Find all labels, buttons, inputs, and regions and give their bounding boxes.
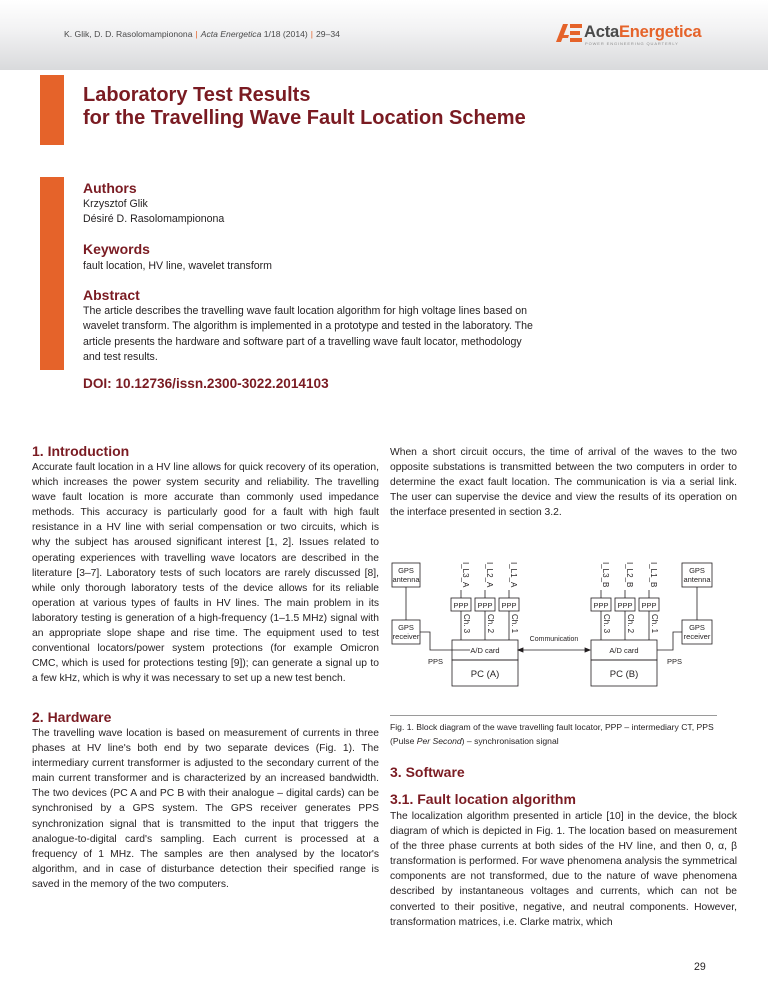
algorithm-text: The localization algorithm presented in article [10] in the device, the block diagram of which is depicted in Fig. 1. The location based on measurement of the three phase currents at both sides of the HV line, and then 0, α, β transformation is performed. For wave phenomena analysis the symmetrical components are not transformed, due to the nature of wave phenomena described by instantaneous voltages and currents, which can not be converted to their positive, negative, and neutral components. However, transformation matrices, i.e. Clarke matrix, which <box>390 811 737 928</box>
channel-b-2: Ch. 2 <box>626 614 635 634</box>
current-label-b-l2: I_L2_B <box>625 562 634 588</box>
header-separator: | <box>195 29 198 39</box>
header-pages: 29–34 <box>315 29 340 39</box>
figure-1-caption: Fig. 1. Block diagram of the wave travelling fault locator, PPP – intermediary CT, PPS (Pulse Per Second) – synchronisation signal <box>390 722 714 746</box>
channel-a-3: Ch. 3 <box>462 614 471 634</box>
algorithm-heading: 3.1. Fault location algorithm <box>390 791 576 807</box>
page-number: 29 <box>694 961 706 973</box>
abstract-line-1: The article describes the travelling wave fault location algorithm for high voltage lines based on <box>83 305 528 317</box>
current-label-b-l1: I_L1_B <box>649 562 658 588</box>
gps-receiver-a-label-1: GPS <box>398 623 414 632</box>
article-title <box>83 84 683 130</box>
current-label-a-l2: I_L2_A <box>485 562 494 588</box>
pps-label-b: PPS <box>667 657 683 666</box>
gps-receiver-b-label-1: GPS <box>689 623 705 632</box>
logo-wordmark: ActaEnergetica <box>584 23 702 41</box>
right-intro-text: When a short circuit occurs, the time of arrival of the waves to the two opposite substations is transmitted between the two computers in order to determine the exact fault location. The communication is via a serial link. The user can supervise the device and view the results of its operation on the interface presented in section 3.2. <box>390 447 737 519</box>
current-label-a-l3: I_L3_A <box>461 562 470 588</box>
abstract-line-3: article presents the hardware and software part of a travelling wave fault locator, methodology <box>83 335 522 348</box>
abstract-line-4: and test results. <box>83 350 158 363</box>
gps-receiver-a-label-2: receiver <box>392 632 420 641</box>
logo-mark-icon <box>556 24 582 42</box>
pps-label-a: PPS <box>428 657 444 666</box>
gps-antenna-a-label-2: antenna <box>392 575 420 584</box>
pc-b-label: PC (B) <box>609 669 639 680</box>
software-heading: 3. Software <box>390 764 465 780</box>
abstract-text <box>83 304 713 365</box>
figure-rule <box>390 715 717 716</box>
abstract-line-2: wavelet transform. The algorithm is implemented in a prototype and tested in the laboratory. The <box>83 320 533 333</box>
hardware-text: The travelling wave location is based on measurement of currents in three phases at HV line's both end by two separate devices (Fig. 1). The intermediary current transformer is adjusted to the secondary current of the main current transformer and is characterized by an increased bandwidth. The two devices (PC A and PC B with their analogue – digital cards) can be synchronised by a GPS system. The GPS receiver generates PPS synchronization signal that is transmitted to the input that triggers the analogue-to-digital card's sampling. Each current is processed at a frequency of 1 MHz. The samples are then analysed by the locator's algorithm, and in case of disturbance detection their specified range is saved in the memory of the two computers. <box>32 728 379 890</box>
keywords-heading: Keywords <box>83 241 150 257</box>
header-journal: Acta Energetica <box>200 29 262 39</box>
title-line-2: for the Travelling Wave Fault Location Scheme <box>83 107 526 129</box>
channel-b-1: Ch. 1 <box>650 614 659 634</box>
ppp-a-3-label: PPP <box>501 601 517 610</box>
current-label-b-l3: I_L3_B <box>601 562 610 588</box>
channel-b-3: Ch. 3 <box>602 614 611 634</box>
header-issue: 1/18 (2014) <box>263 29 308 39</box>
hardware-heading: 2. Hardware <box>32 709 112 725</box>
adcard-b-label: A/D card <box>609 646 639 655</box>
journal-logo <box>556 22 706 48</box>
gps-antenna-a-label-1: GPS <box>398 566 414 575</box>
header-authors: K. Glik, D. D. Rasolomampionona <box>64 29 193 39</box>
channel-a-2: Ch. 2 <box>486 614 495 634</box>
author-name-2: Désiré D. Rasolomampionona <box>83 213 225 225</box>
figure-1-block-diagram <box>390 560 715 710</box>
gps-antenna-b-label-2: antenna <box>683 575 711 584</box>
meta-accent-bar <box>40 177 64 370</box>
gps-receiver-b-label-2: receiver <box>683 632 711 641</box>
pc-a-label: PC (A) <box>470 669 500 680</box>
current-label-a-l1: I_L1_A <box>509 562 518 588</box>
abstract-heading: Abstract <box>83 287 140 303</box>
title-accent-bar <box>40 75 64 145</box>
introduction-heading: 1. Introduction <box>32 443 130 459</box>
author-name-1: Krzysztof Glik <box>83 198 148 210</box>
ppp-a-2-label: PPP <box>477 601 493 610</box>
doi-link[interactable]: DOI: 10.12736/issn.2300-3022.2014103 <box>83 376 329 391</box>
ppp-b-3-label: PPP <box>641 601 657 610</box>
ppp-b-1-label: PPP <box>593 601 609 610</box>
logo-tagline: POWER ENGINEERING QUARTERLY <box>585 41 679 46</box>
gps-antenna-b-label-1: GPS <box>689 566 705 575</box>
authors-list <box>83 197 713 227</box>
authors-heading: Authors <box>83 180 137 196</box>
ppp-b-2-label: PPP <box>617 601 633 610</box>
introduction-text: Accurate fault location in a HV line allows for quick recovery of its operation, which increases the power system security and reliability. The travelling wave fault location is more accurate than commonly used impedance methods. This accuracy is particularly good for a fault with high fault resistance in a HV line with serial compensation or two circuits, which is why the subject has aroused significant interest [1, 2]. Issues related to operating experiences with travelling wave locators are described in the literature [3–7]. Laboratory tests of such locators are rarely discussed [8], while only thorough laboratory tests of the device allows for its reliable operation at various types of faults in HV lines. The main problem in its laboratory testing is generation of a high-frequency (1–1.5 MHz) signal with an appropriate slope shape and rise time. The equipment used to test conventional locators/power system protections (for example Omicron CMC, which is used for protections testing [9]); can generate a signal up to a few kHz, which is why it was necessary to set up a new test bench. <box>32 462 379 685</box>
adcard-a-label: A/D card <box>470 646 500 655</box>
header-citation <box>64 29 340 39</box>
title-line-1: Laboratory Test Results <box>83 84 311 106</box>
keywords-text: fault location, HV line, wavelet transform <box>83 260 273 272</box>
ppp-a-1-label: PPP <box>453 601 469 610</box>
channel-a-1: Ch. 1 <box>510 614 519 634</box>
communication-label: Communication <box>529 636 579 643</box>
header-separator-2: | <box>310 29 313 39</box>
